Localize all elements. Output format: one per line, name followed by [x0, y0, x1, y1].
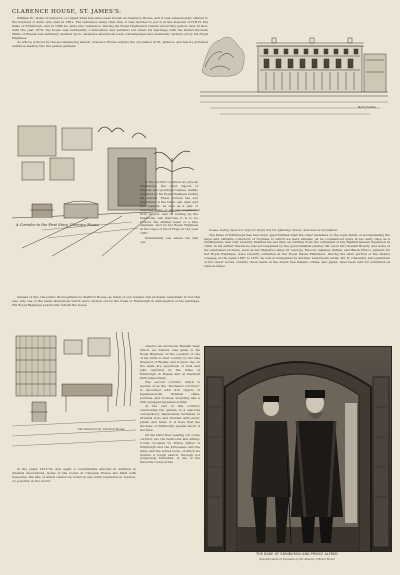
photograph-image — [205, 347, 391, 551]
paragraph: The Duke of Edinburgh has had more opportunities than the other members of the royal family of accumulating the large and valuable collection of trophies to which we have alluded, as he commenced quite in his early days as a midshipman, and only recently finished his sea time on retiring from the command of the Mediterranean Squadron in 1890. In his earlier travels he was accompanied by the governmental painter, Mr. (now Sir) Oswald Brierly, and some of his celebrated pictures, such as her Majesty's ships St. George, Racoon, Galatea, Sultan, and Black Prince, painted for her Royal Highness, were recently exhibited at the Royal Naval Exhibition. During the later portion of the Duke's voyages, in the years 1867 to 1872, he was accompanied by another well-known artist, Mr. N. Chevalier, and quantities of his clever works, notably those made in the South Sea Islands, China, and Japan, have been lent for exhibition at various times. — [204, 232, 390, 269]
column-2-middle-text — [140, 181, 198, 295]
paragraph: In the corridor of which we give an illustration, the chief objects of interest are sporting trophies, mainly acquired by his Royal Highness during his travels. These include the lost specimens of the bison, elk, deer, and the chamois, as well as a pair of elephant tusks of unusual magnitude from Ceylon; and on looking up the handsome oak staircase it is to be noticed the stuffed head of a fine elephant, shot by his Royal Highness at the Cape of Good Hope in the year 1867. — [140, 181, 198, 236]
paragraph: As will be noticed by the accompanying sketch, Clarence House adjoins the old palace at St. James's, and has its principal entrance leading into the palace gardens — [12, 40, 208, 49]
column-1-foot-text — [12, 468, 136, 568]
exterior-illustration — [200, 12, 390, 132]
schoolroom-illustration — [12, 326, 136, 462]
paragraph: instead of into the public thoroughfare by Stafford House, as many of our readers will probably remember it; but this was only one of the many alterations which were carried out by the Duke of Edinburgh in anticipation of his marriage. His Royal Highness practically rebuilt the house — [12, 296, 200, 307]
photo-credit: Specially taken at Exposure by Mr. Russell, of Baker Street — [259, 558, 335, 561]
paragraph: William IV., Duke of Clarence, occupied what has since been known as Clarence House, and it was subsequently offered to the Duchess of Kent, who died in 1861. The residence being then free, it was decided to put it at the disposal of H.R.H. the Duke of Edinburgh, and in 1866 he came into residence. During his Royal Highness's travels about this period, and, in fact, until the year 1874, the house was sufficiently commodious and suitable; but when his marriage with the Grand Duchess Marie of Russia was definitely decided upon, extensive alterations were contemplated and eventually carried out by his Royal Highness. — [12, 17, 208, 40]
schoolroom-drawing — [12, 326, 136, 462]
exterior-artist-signature: Harry Furniss — [358, 106, 376, 109]
paragraph: Immediately one enters the hall one — [140, 235, 198, 244]
column-3-middle-text — [204, 229, 390, 344]
paragraph: At the end of this corridor, overlooking the garden, is a spacious conservatory, handsomely furnished in Oriental style and studded with exotic plants and ferns. It is here that the Duchess of Edinburgh spends much of her time. — [140, 404, 200, 433]
schoolroom-label: The School-room, Clarence House — [78, 427, 125, 431]
article-title: CLARENCE HOUSE, ST. JAMES'S. — [12, 9, 122, 15]
paragraph: observe an enormous Russian bear, which, we believe, was given to his Royal Highness on the occasion of one of his visits to that country by the late Emperor of Russia; and it gives one, on the walls are specimens of tusk and pike captured by the Duke of Edinburgh in Russia and at Eastwell Park respectively. — [140, 345, 200, 380]
column-1-top-text — [12, 17, 208, 113]
paragraph: The second corridor, which is spoken of as the "Duchess's Corridor," is decorated with rich objects of Japanese-work, Oriental china, pictures, and bronzes, including also a fully equipped Japanese soldier. — [140, 380, 200, 404]
paragraph: house, being used not only for study but for painting, music, and indoor recreation. — [209, 229, 339, 232]
paragraph: in the years 1873-74, and spent a considerable amount in addition in internal decorations. Some of the rooms at Clarence House are filled with treasures, the like of which cannot be found in any other residence in London, or, possibly, in the world. — [12, 468, 136, 483]
photo-caption: THE DUKE OF EDINBURGH AND PRINCE ALFRED — [256, 552, 338, 556]
exterior-drawing — [200, 12, 390, 132]
column-1-bottom-text — [12, 296, 200, 326]
paragraph: On the third floor, leading out of the corridor, are the bedrooms and sitting-rooms occupied by Prince Alfred of Edinburgh and the Princesses and the suite; and the school-room, of which we include a rough sketch, through not gorgeously furnished, is one of the favourite rooms in the — [140, 432, 200, 465]
duke-photograph — [204, 346, 392, 552]
column-2-bottom-text — [140, 345, 200, 570]
corridor-label: A Corridor to the First Story, Clarence House — [16, 223, 99, 227]
